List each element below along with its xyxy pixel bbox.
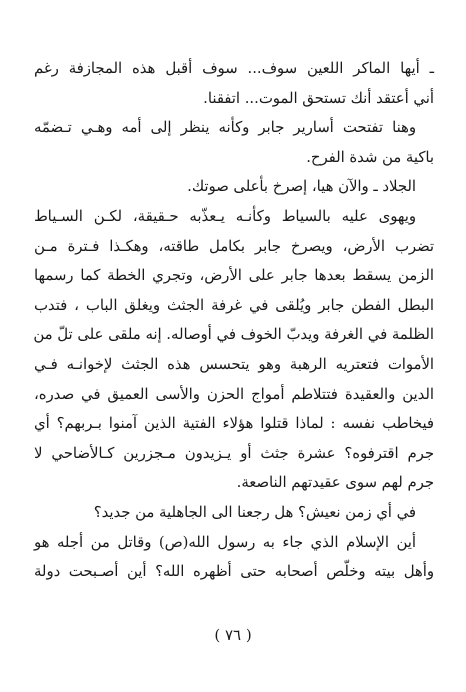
text-line: وهنا تفتحت أسارير جابر وكأنه ينظر إلى أمه وهـي تـضمّه	[34, 119, 416, 137]
text-line: جرم اقترفوه؟ عشرة جثث أو يـزيدون مـجزرين كـالأضاحي لا	[34, 444, 434, 462]
text-line: فيخاطب نفسه : لماذا قتلوا هؤلاء الفتية الذين آمنوا بـربهم؟ أي	[34, 415, 434, 433]
text-line: البطل الفطن جابر ويُلقى في غرفة الجثث ويغلق الباب ، فتدب	[34, 296, 434, 314]
text-line: ـ أيها الماكر اللعين سوف... سوف أقبل هذه المجازفة رغم	[34, 60, 434, 77]
text-line: في أي زمن نعيش؟ هل رجعنا الى الجاهلية من جديد؟	[93, 503, 416, 521]
text-line: الزمن يسقط بعدها جابر على الأرض، وتجري الخطة كما رسمها	[34, 267, 434, 285]
page-number: ( ٧٦ )	[214, 626, 252, 644]
text-line: تضرب الأرض، ويصرخ جابر بكامل طاقته، وهكـذا فـترة مـن	[34, 237, 434, 255]
text-line: جرم لهم سوى عقيدتهم الناصعة.	[236, 474, 434, 492]
body-text	[34, 54, 434, 587]
text-line: وأهل بيته وخلّص أصحابه حتى أظهره الله؟ أين أصـبحت دولة	[34, 563, 434, 581]
text-line: الأموات فتعتريه الرهبة وهو يتحسس هذه الجثث لإخوانـه فـي	[34, 355, 434, 373]
text-line: باكية من شدة الفرح.	[306, 148, 434, 166]
text-line: أني أعتقد أنك تستحق الموت... اتفقنا.	[203, 89, 434, 107]
text-line: الظلمة في الغرفة ويدبّ الخوف في أوصاله. إنه ملقى على تلّ من	[33, 326, 434, 344]
text-line: ويهوى عليه بالسياط وكأنـه يـعذّبه حـقيقة، لكـن السـياط	[34, 207, 416, 225]
text-line: أين الإسلام الذي جاء به رسول الله(ص) وقاتل من أجله هو	[34, 533, 416, 551]
text-line: الجلاد ـ والآن هيا، إصرخ بأعلى صوتك.	[187, 178, 416, 196]
text-line: الدين والعقيدة فتتلاطم أمواج الحزن والأسى العميق في صدره،	[34, 385, 434, 403]
